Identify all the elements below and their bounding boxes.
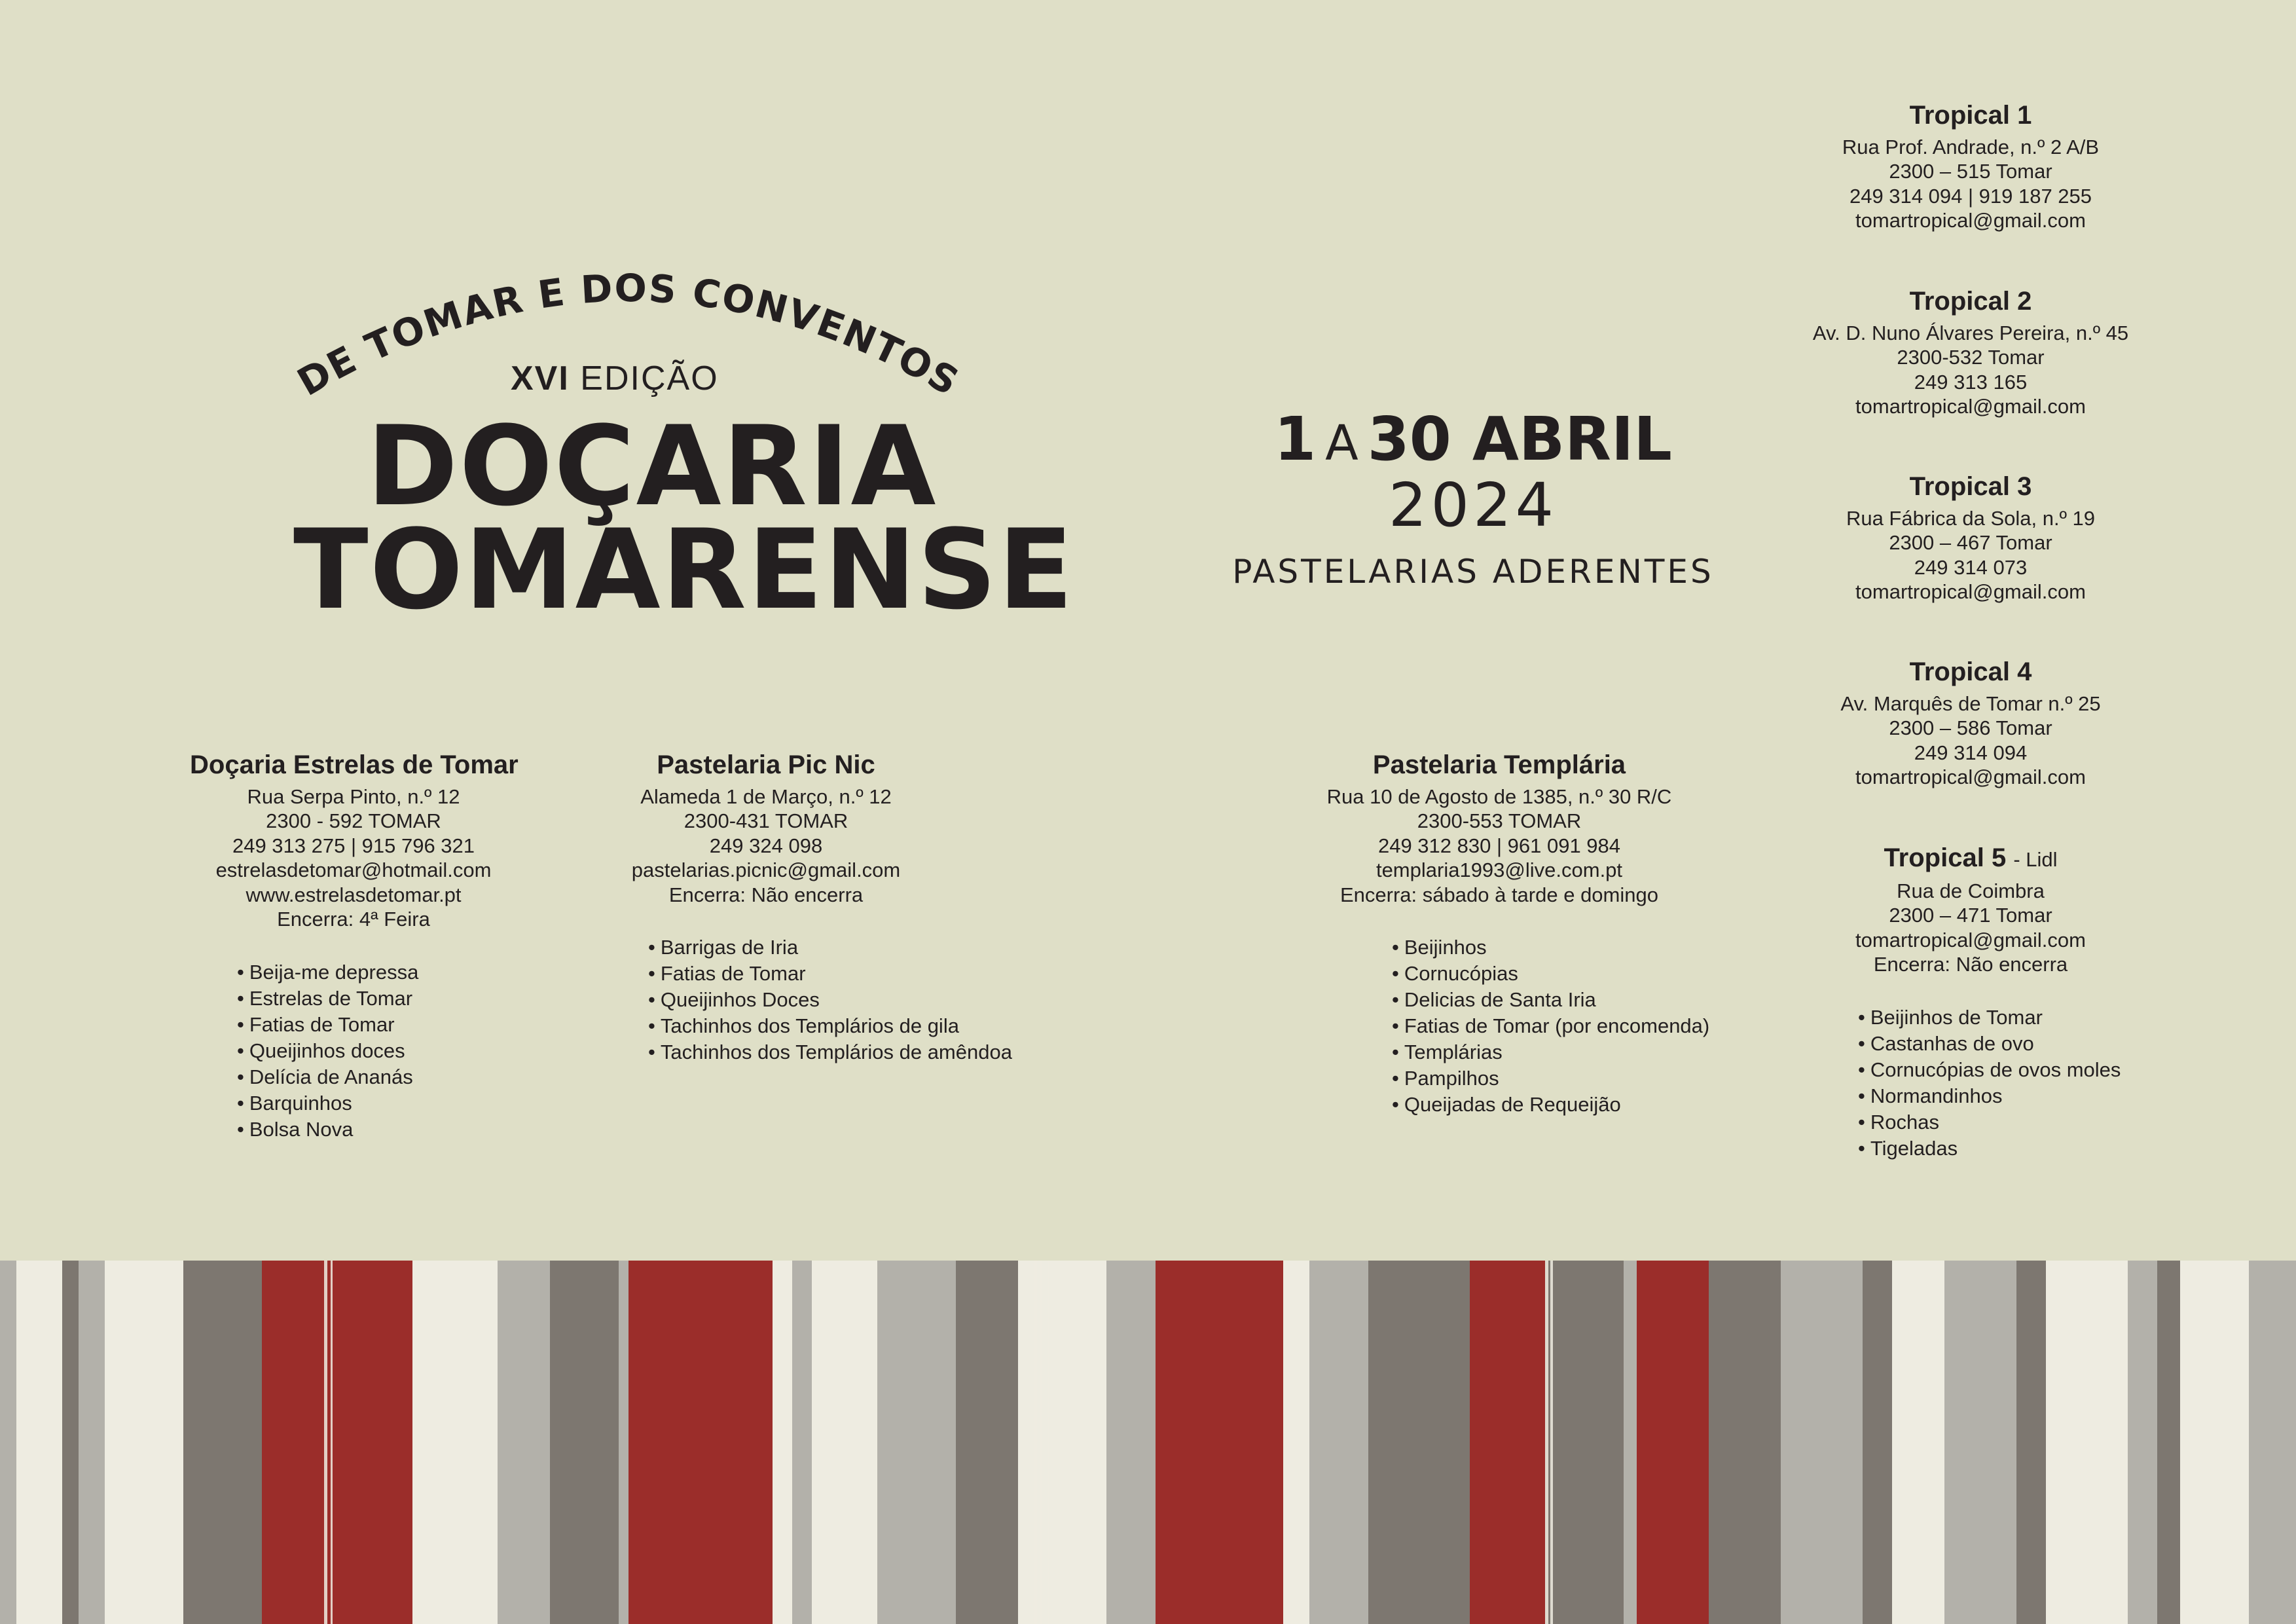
product-item: • Tachinhos dos Templários de gila [648,1013,930,1039]
shop-info-line: 2300 – 515 Tomar [1889,160,2052,183]
stripe [1863,1261,1892,1624]
stripe [1106,1261,1156,1624]
shop-info-line: Encerra: Não encerra [1873,953,2068,976]
product-item: • Rochas [1858,1109,2134,1135]
product-list [648,934,1012,1065]
stripe [262,1261,412,1624]
stripe [1944,1261,2016,1624]
shop-info-line: 249 314 073 [1914,555,2028,579]
stripe [773,1261,792,1624]
product-item: • Queijinhos doces [237,1038,517,1064]
shop-info-line: Rua de Coimbra [1897,879,2045,902]
date-connector: A [1325,415,1358,471]
product-item: • Queijinhos Doces [648,987,930,1013]
shop-name: Pastelaria Templária [1372,750,1626,779]
arc-title-path: DE TOMAR E DOS CONVENTOS [289,265,968,405]
shop-info [1807,135,2134,233]
stripe [2249,1261,2296,1624]
product-item: • Delicias de Santa Iria [1392,987,1683,1013]
shop-info-line: 2300-532 Tomar [1897,346,2045,369]
stripe [412,1261,498,1624]
edition-number: XVI [511,360,570,397]
event-dates [1192,406,1755,591]
shop-tropical-3 [1807,472,2134,604]
shop-info-line: Encerra: 4ª Feira [277,908,430,931]
shop-tropical-2 [1807,289,2134,419]
product-item: • Beijinhos [1392,934,1683,961]
stripe [62,1261,79,1624]
shop-info-line: tomartropical@gmail.com [1855,395,2086,418]
shop-name: Tropical 3 [1909,472,2032,501]
product-item: • Delícia de Ananás [237,1064,517,1090]
shop-info-line: 2300 - 592 TOMAR [266,809,441,832]
product-item: • Fatias de Tomar (por encomenda) [1392,1013,1683,1039]
stripe [1637,1261,1709,1624]
stripe [1624,1261,1637,1624]
stripe [1018,1261,1106,1624]
shop-name [1807,843,2134,872]
edition-word: EDIÇÃO [580,360,719,397]
shop-info-line: 249 314 094 | 919 187 255 [1849,184,2092,208]
shop-info-line: Rua 10 de Agosto de 1385, n.º 30 R/C [1326,784,1672,808]
shop-tropical-1 [1807,103,2134,233]
stripe [183,1261,262,1624]
shop-info-line: 249 324 098 [709,834,823,857]
stripe [550,1261,619,1624]
product-list [1392,934,1710,1118]
shop-info-line: tomartropical@gmail.com [1855,580,2086,603]
stripe [2180,1261,2249,1624]
stripe [105,1261,183,1624]
shop-name: Pastelaria Pic Nic [657,750,875,779]
product-list [237,959,517,1143]
shop-info-line: 249 314 094 [1914,741,2028,764]
date-start: 1 [1274,404,1317,474]
product-item: • Pampilhos [1392,1065,1683,1092]
date-end: 30 ABRIL [1367,404,1672,474]
event-year: 2024 [1388,470,1558,541]
shop-info-line: Rua Prof. Andrade, n.º 2 A/B [1842,135,2100,158]
shop-pic-nic [602,750,1012,1065]
stripe [792,1261,812,1624]
shop-name-suffix: - Lidl [2013,848,2058,871]
product-item: • Barrigas de Iria [648,934,930,961]
product-item: • Templárias [1392,1039,1683,1065]
stripe [1892,1261,1944,1624]
event-subtitle: PASTELARIAS ADERENTES [1232,553,1714,591]
pinstripe [1034,1261,1037,1624]
stripe [956,1261,1018,1624]
product-item: • Cornucópias de ovos moles [1858,1057,2134,1083]
shop-info-line: Encerra: sábado à tarde e domingo [1340,883,1658,906]
decorative-stripes [0,1261,2296,1624]
product-item: • Normandinhos [1858,1083,2134,1109]
shop-name: Tropical 2 [1909,287,2032,316]
shop-info-line: 2300-431 TOMAR [683,809,848,832]
shop-info-line: tomartropical@gmail.com [1855,928,2086,951]
main-title-line2: TOMARENSE [293,506,1075,634]
stripe [79,1261,105,1624]
shop-info-line: 2300 – 586 Tomar [1889,716,2052,739]
shop-tropical-5 [1807,843,2134,1162]
shop-name-main: Tropical 5 [1884,843,2007,872]
shop-info [602,784,930,908]
stripe [1368,1261,1470,1624]
stripe [1545,1261,1624,1624]
product-item: • Tachinhos dos Templários de amêndoa [648,1039,930,1065]
product-item: • Beijinhos de Tomar [1858,1005,2134,1031]
pinstripe [331,1261,333,1624]
shop-info-line: Encerra: Não encerra [668,883,864,906]
shop-info [1807,879,2134,977]
date-range [1192,406,1755,472]
stripe [1781,1261,1863,1624]
shop-info-line: 2300-553 TOMAR [1417,809,1582,832]
product-item: • Fatias de Tomar [237,1012,517,1038]
product-item: • Cornucópias [1392,961,1683,987]
shop-info-line: pastelarias.picnic@gmail.com [631,858,901,881]
product-item: • Bolsa Nova [237,1116,517,1143]
product-item: • Fatias de Tomar [648,961,930,987]
shop-info [1807,321,2134,419]
shop-info-line: 249 313 275 | 915 796 321 [232,834,475,857]
shop-info-line: 249 312 830 | 961 091 984 [1377,834,1621,857]
product-item: • Barquinhos [237,1090,517,1116]
stripe [498,1261,550,1624]
shop-info-line: Av. Marquês de Tomar n.º 25 [1840,692,2101,715]
shop-info-line: estrelasdetomar@hotmail.com [215,858,492,881]
stripe [877,1261,956,1624]
shop-info-line: Rua Serpa Pinto, n.º 12 [247,784,460,808]
stripe [629,1261,773,1624]
stripe [0,1261,16,1624]
shop-info-line: 2300 – 471 Tomar [1889,904,2052,927]
shop-info [190,784,517,932]
shop-name: Tropical 1 [1909,101,2032,130]
shop-info [1316,784,1683,908]
shop-templaria [1316,750,1710,1118]
shop-info-line: www.estrelasdetomar.pt [246,883,462,906]
shop-info-line: 249 313 165 [1914,370,2028,394]
pinstripe [1550,1261,1553,1624]
shop-info-line: Alameda 1 de Março, n.º 12 [640,784,892,808]
product-item: • Queijadas de Requeijão [1392,1092,1683,1118]
shop-name: Tropical 4 [1909,657,2032,686]
stripe [619,1261,629,1624]
stripe [1470,1261,1545,1624]
edition-label [511,359,719,398]
stripe [16,1261,62,1624]
shop-tropical-4 [1807,657,2134,790]
stripe [1283,1261,1309,1624]
shop-info [1807,692,2134,790]
product-item: • Beija-me depressa [237,959,517,986]
shop-info [1807,506,2134,604]
product-list [1858,1005,2134,1162]
product-item: • Tigeladas [1858,1135,2134,1162]
stripe [1156,1261,1283,1624]
pinstripe [1048,1261,1049,1624]
stripe [2046,1261,2128,1624]
shop-info-line: Av. D. Nuno Álvares Pereira, n.º 45 [1812,321,2129,344]
shop-info-line: Rua Fábrica da Sola, n.º 19 [1846,506,2096,530]
stripe [2016,1261,2046,1624]
shop-name: Doçaria Estrelas de Tomar [190,750,519,779]
pinstripe [1040,1261,1042,1624]
shop-info-line: templaria1993@live.com.pt [1376,858,1623,881]
product-item: • Estrelas de Tomar [237,986,517,1012]
shop-estrelas-de-tomar [190,750,519,1143]
stripe [1309,1261,1368,1624]
shop-info-line: tomartropical@gmail.com [1855,209,2086,232]
stripe [2128,1261,2157,1624]
main-title-line1: DOÇARIA [367,402,938,530]
pinstripe [1545,1261,1548,1624]
pinstripe [324,1261,327,1624]
shop-info-line: tomartropical@gmail.com [1855,766,2086,788]
shop-info-line: 2300 – 467 Tomar [1889,531,2052,554]
stripe [1709,1261,1781,1624]
stripe [2157,1261,2180,1624]
stripe [812,1261,877,1624]
product-item: • Castanhas de ovo [1858,1031,2134,1057]
